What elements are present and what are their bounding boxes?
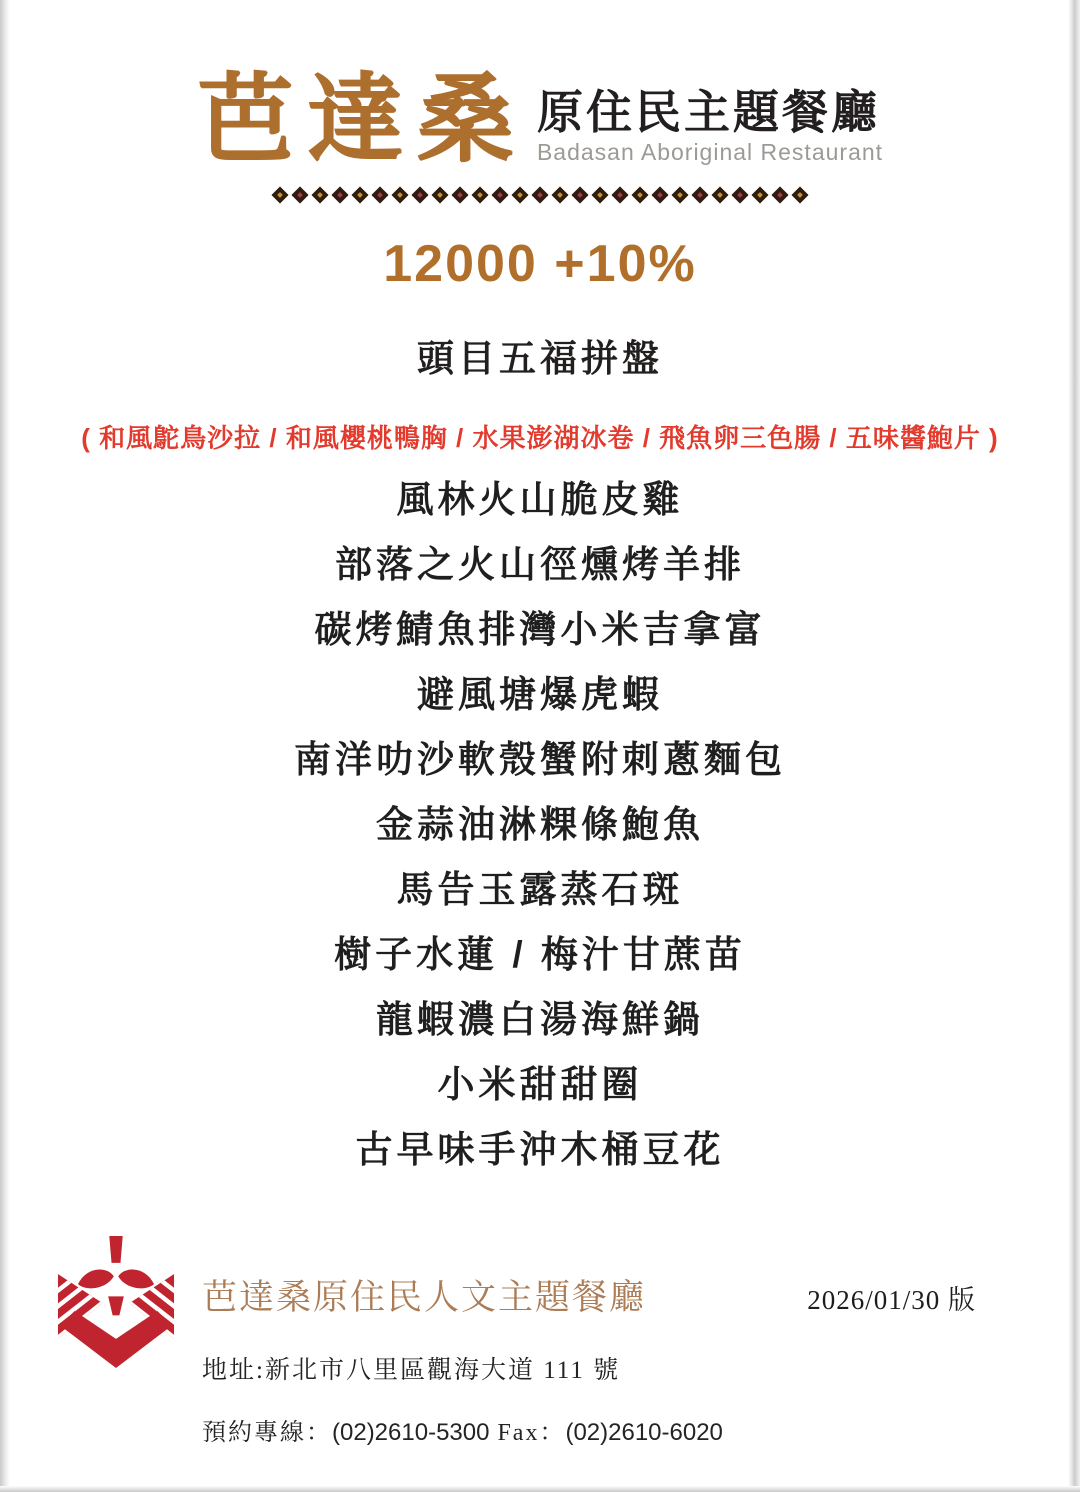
- diamond-icon: [672, 187, 689, 204]
- platter-detail: ( 和風鴕鳥沙拉 / 和風櫻桃鴨胸 / 水果澎湖冰卷 / 飛魚卵三色腸 / 五味醬鮑片 ): [81, 423, 999, 453]
- menu-price: 12000 +10%: [383, 235, 697, 293]
- menu-item: 小米甜甜圈: [437, 1064, 643, 1105]
- diamond-icon: [532, 187, 549, 204]
- diamond-icon: [652, 187, 669, 204]
- menu-item: 避風塘爆虎蝦: [417, 674, 663, 715]
- menu-item: 風林火山脆皮雞: [396, 479, 684, 520]
- diamond-icon: [732, 187, 749, 204]
- menu-first-course: 頭目五福拼盤: [417, 338, 663, 379]
- footer-phone: [202, 1412, 976, 1447]
- restaurant-title-block: [536, 85, 884, 168]
- diamond-icon: [752, 187, 769, 204]
- diamond-icon: [392, 187, 409, 204]
- menu-item: 碳烤鯖魚排灣小米吉拿富: [314, 609, 766, 650]
- footer-text-block: [202, 1236, 976, 1447]
- diamond-icon: [572, 187, 589, 204]
- menu-item: 馬告玉露蒸石斑: [396, 869, 684, 910]
- diamond-icon: [792, 187, 809, 204]
- diamond-icon: [372, 187, 389, 204]
- fax-number: (02)2610-6020: [565, 1419, 723, 1446]
- restaurant-title-en: Badasan Aboriginal Restaurant: [536, 139, 884, 165]
- restaurant-footer: [0, 1236, 1080, 1447]
- diamond-icon: [592, 187, 609, 204]
- diamond-icon: [312, 187, 329, 204]
- menu-item: 樹子水蓮 / 梅汁甘蔗苗: [334, 934, 746, 975]
- fax-label: Fax：: [489, 1420, 566, 1446]
- diamond-icon: [472, 187, 489, 204]
- diamond-icon: [612, 187, 629, 204]
- menu-item: 金蒜油淋粿條鮑魚: [376, 804, 704, 845]
- diamond-icon: [512, 187, 529, 204]
- diamond-icon: [772, 187, 789, 204]
- diamond-icon: [272, 187, 289, 204]
- menu-version-date: 2026/01/30 版: [807, 1285, 976, 1315]
- phone-label: 預約專線：: [202, 1420, 332, 1446]
- phone-number: (02)2610-5300: [332, 1419, 490, 1446]
- diamond-divider: [0, 180, 1080, 210]
- restaurant-title-zh: 原住民主題餐廳: [536, 85, 880, 138]
- diamond-icon: [452, 187, 469, 204]
- footer-address: 地址:新北市八里區觀海大道 111 號: [202, 1357, 621, 1384]
- page-edge-bottom: [0, 1486, 1080, 1492]
- footer-brand: 芭達桑原住民人文主題餐廳: [202, 1278, 647, 1317]
- menu-item: 南洋叻沙軟殼蟹附刺蔥麵包: [294, 739, 786, 780]
- tribal-emblem-icon: [56, 1236, 176, 1368]
- diamond-icon: [292, 187, 309, 204]
- diamond-icon: [692, 187, 709, 204]
- menu-item: 龍蝦濃白湯海鮮鍋: [376, 999, 704, 1040]
- menu-item: 部落之火山徑燻烤羊排: [335, 544, 745, 585]
- page-edge-right: [1068, 0, 1080, 1492]
- page-edge-left: [0, 0, 10, 1492]
- footer-brand-row: [202, 1270, 976, 1320]
- diamond-icon: [432, 187, 449, 204]
- menu-item-list: [0, 467, 1080, 1182]
- menu-item: 古早味手沖木桶豆花: [355, 1129, 725, 1170]
- diamond-icon: [332, 187, 349, 204]
- restaurant-header: [0, 66, 1080, 173]
- diamond-icon: [632, 187, 649, 204]
- diamond-icon: [492, 187, 509, 204]
- diamond-icon: [412, 187, 429, 204]
- diamond-icon: [712, 187, 729, 204]
- diamond-icon: [352, 187, 369, 204]
- restaurant-logo: 芭達桑: [196, 66, 527, 173]
- diamond-icon: [552, 187, 569, 204]
